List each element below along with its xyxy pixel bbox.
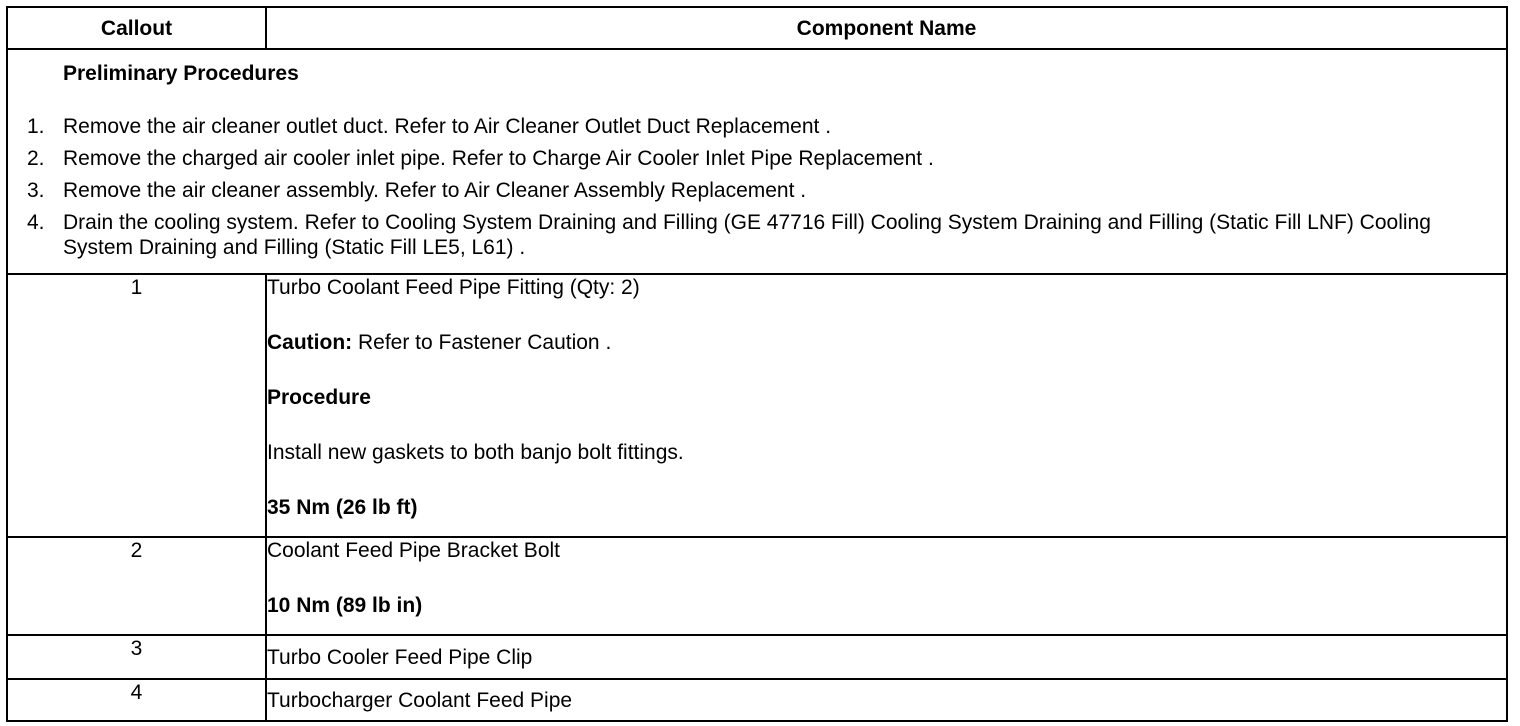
step-text: Remove the charged air cooler inlet pipe. Refer to Charge Air Cooler Inlet Pipe Replacement . — [63, 147, 934, 170]
step-text: Remove the air cleaner outlet duct. Refer to Air Cleaner Outlet Duct Replacement . — [63, 115, 832, 138]
component-name: Coolant Feed Pipe Bracket Bolt — [267, 539, 560, 562]
component-table — [6, 6, 1508, 722]
preliminary-step — [8, 114, 1504, 139]
table-header-row — [7, 7, 1507, 49]
torque-spec: 10 Nm (89 lb in) — [267, 594, 423, 617]
step-number: 4. — [27, 211, 45, 234]
callout-cell: 3 — [7, 635, 266, 679]
caution-note — [267, 330, 1506, 355]
callout-cell: 2 — [7, 537, 266, 635]
component-name-column-header: Component Name — [266, 7, 1507, 49]
table-row — [7, 679, 1507, 721]
component-cell — [266, 537, 1507, 635]
procedure-heading: Procedure — [267, 386, 371, 409]
caution-text: Refer to Fastener Caution . — [352, 331, 612, 354]
callout-column-header: Callout — [7, 7, 266, 49]
preliminary-procedures-title: Preliminary Procedures — [63, 62, 299, 85]
step-number: 1. — [27, 115, 45, 138]
step-number: 3. — [27, 179, 45, 202]
component-name: Turbocharger Coolant Feed Pipe — [266, 679, 1507, 721]
callout-cell: 1 — [7, 274, 266, 537]
preliminary-procedures-row — [7, 49, 1507, 274]
caution-label: Caution: — [267, 331, 353, 354]
table-row — [7, 635, 1507, 679]
preliminary-step — [8, 178, 1504, 203]
preliminary-steps-list — [8, 114, 1504, 267]
step-text: Remove the air cleaner assembly. Refer to Air Cleaner Assembly Replacement . — [63, 179, 807, 202]
step-text: Drain the cooling system. Refer to Cooling System Draining and Filling (GE 47716 Fill) Cooling System Draining and Filling (Static Fill LNF) Cooling System Draining and Filling (Static Fill LE5, L61) . — [63, 211, 1431, 259]
table-row — [7, 274, 1507, 537]
torque-spec: 35 Nm (26 lb ft) — [267, 496, 418, 519]
callout-cell: 4 — [7, 679, 266, 721]
preliminary-step — [8, 210, 1504, 260]
component-name: Turbo Coolant Feed Pipe Fitting (Qty: 2) — [267, 276, 640, 299]
component-name: Turbo Cooler Feed Pipe Clip — [266, 635, 1507, 679]
table-row — [7, 537, 1507, 635]
procedure-text: Install new gaskets to both banjo bolt fittings. — [267, 441, 684, 464]
preliminary-procedures-cell — [7, 49, 1507, 274]
step-number: 2. — [27, 147, 45, 170]
preliminary-step — [8, 146, 1504, 171]
component-cell — [266, 274, 1507, 537]
